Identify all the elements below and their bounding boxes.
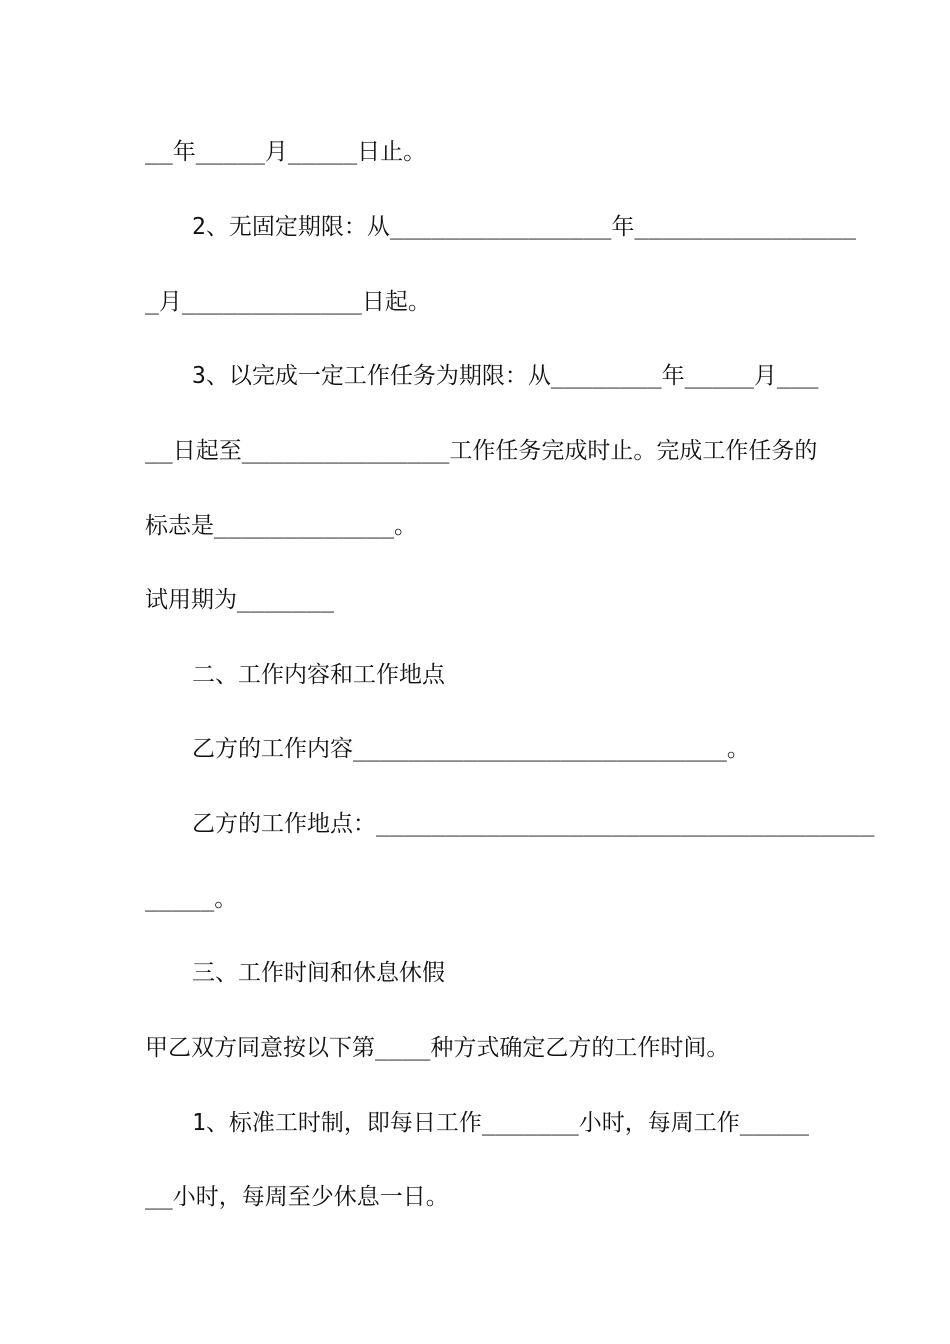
contract-line-11: _____。 xyxy=(145,886,238,912)
contract-line-1: __年_____月_____日止。 xyxy=(145,139,427,165)
section-heading-work-time: 三、工作时间和休息休假 xyxy=(192,960,445,986)
section-heading-work-content: 二、工作内容和工作地点 xyxy=(192,662,445,688)
contract-line-5: __日起至_______________工作任务完成时止。完成工作任务的 xyxy=(145,438,818,464)
contract-line-15: __小时，每周至少休息一日。 xyxy=(145,1184,449,1210)
contract-line-3: _月_____________日起。 xyxy=(145,289,431,315)
contract-line-14: 1、标准工时制，即每日工作_______小时，每周工作_____ xyxy=(192,1110,810,1136)
contract-line-13: 甲乙双方同意按以下第____种方式确定乙方的工作时间。 xyxy=(145,1035,730,1061)
contract-line-7: 试用期为_______ xyxy=(145,587,334,613)
contract-line-4: 3、以完成一定工作任务为期限：从________年_____月___ xyxy=(192,363,819,389)
contract-line-2: 2、无固定期限：从________________年________________ xyxy=(192,214,856,240)
contract-line-10: 乙方的工作地点：____________________________________ xyxy=(192,811,875,837)
contract-line-6: 标志是_____________。 xyxy=(145,513,418,539)
contract-line-9: 乙方的工作内容___________________________。 xyxy=(192,736,750,762)
